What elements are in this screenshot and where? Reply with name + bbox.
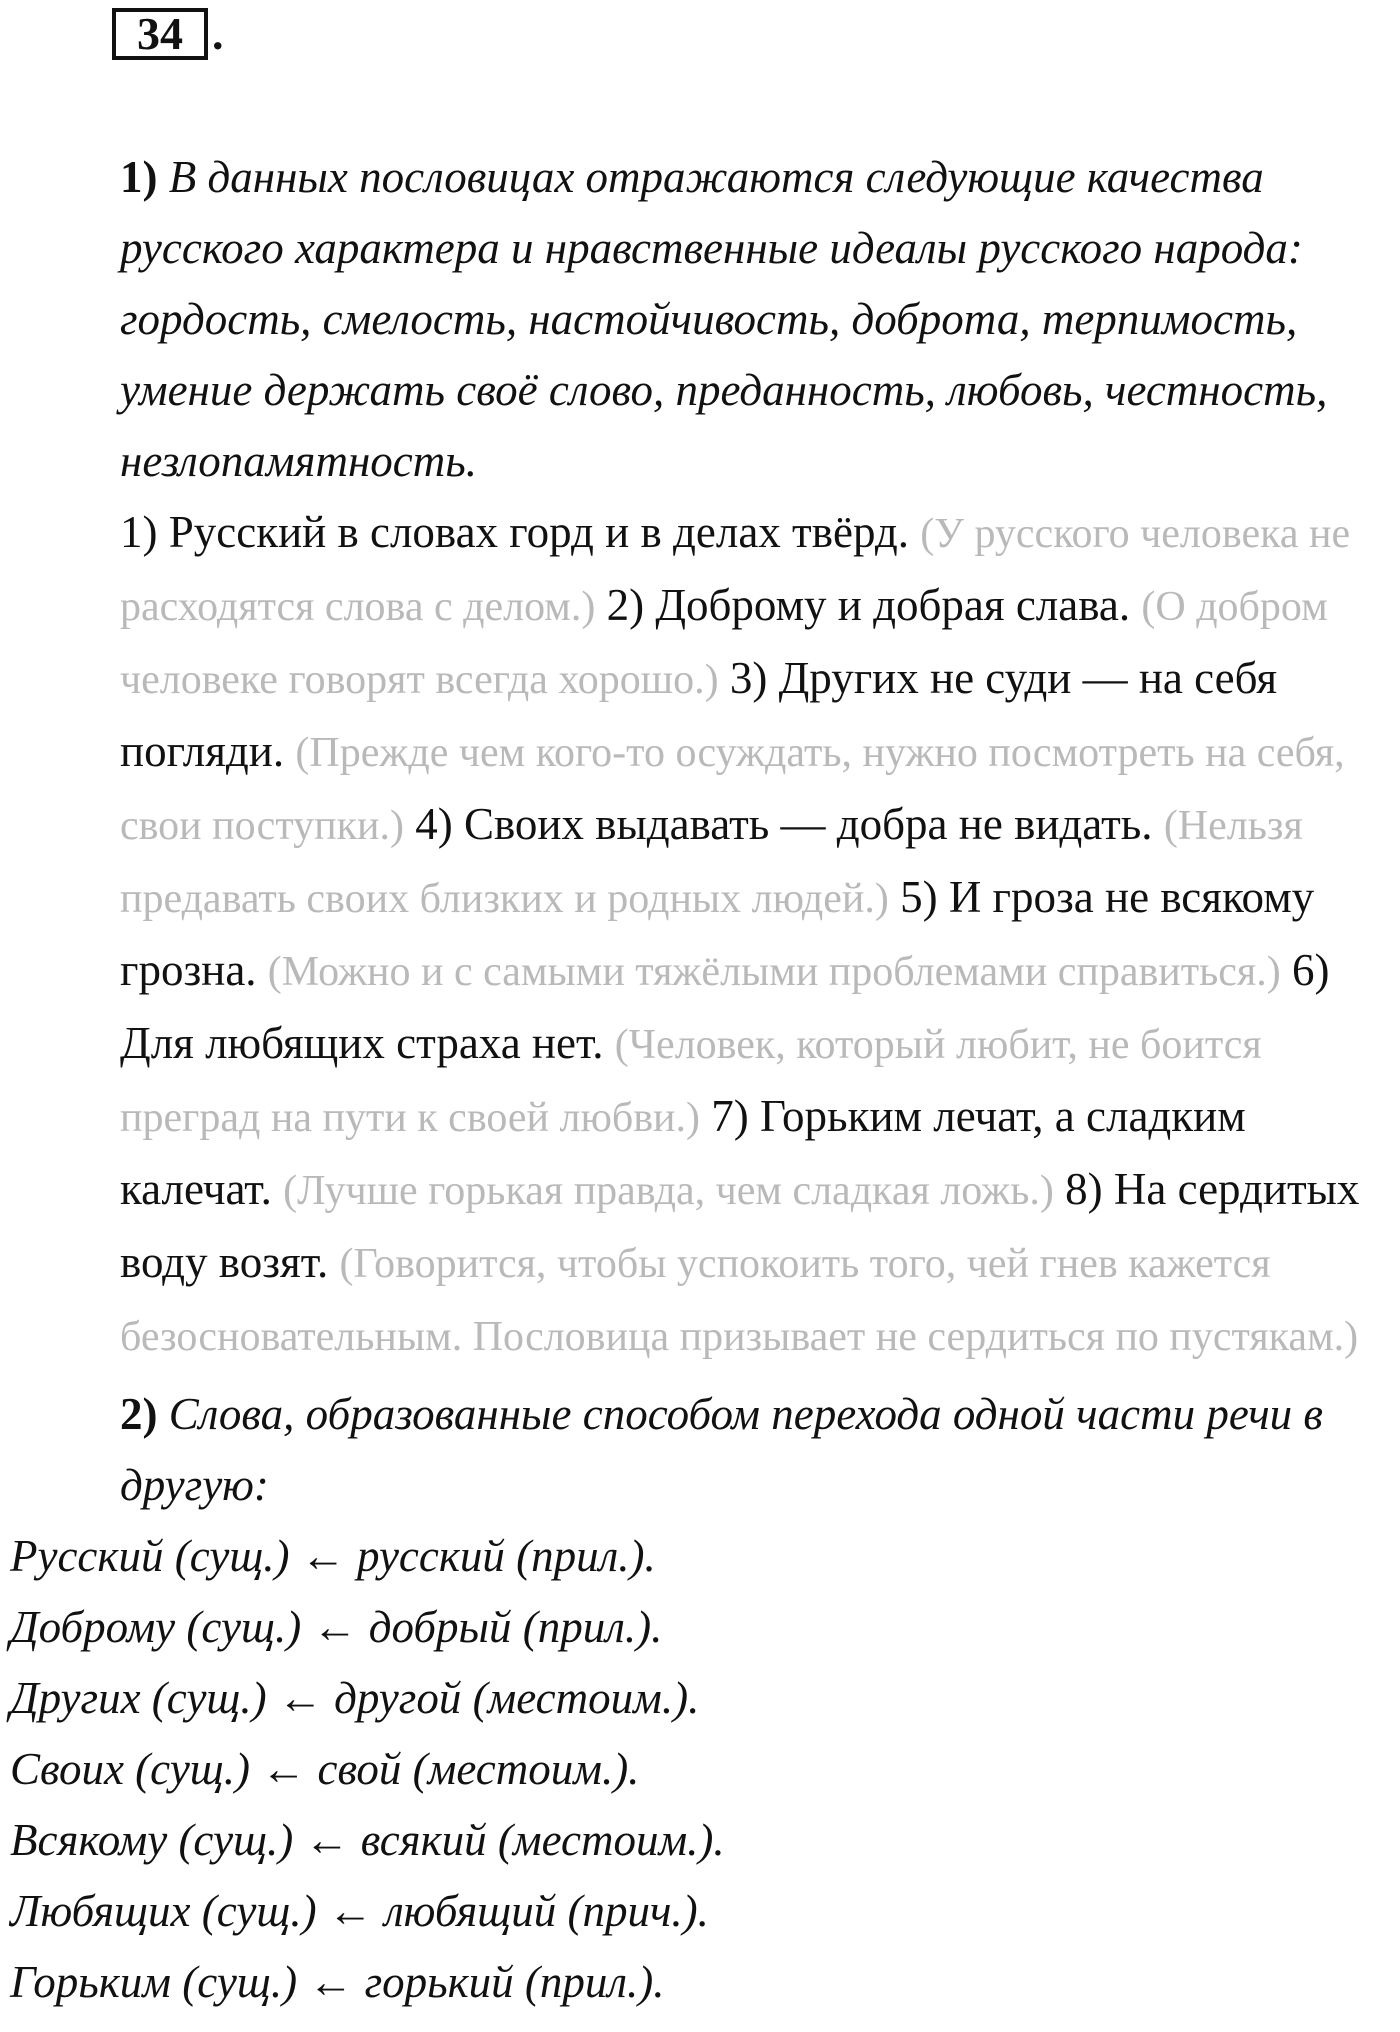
task-number-dot: . [212, 8, 224, 59]
part2-label: 2) [120, 1389, 158, 1439]
proverb: 5) И гроза не всякому грозна. [120, 872, 1315, 995]
proverb: 2) Доброму и добрая слава. [606, 580, 1131, 630]
word-derivation: Горьким (сущ.) ← горький (прил.). [10, 1957, 665, 2007]
proverb: 7) Горьким лечат, а сладким калечат. [120, 1091, 1246, 1214]
word-derivation: Любящих (сущ.) ← любящий (прич.). [10, 1886, 709, 1936]
part2-intro-text: Слова, образованные способом перехода одной части речи в другую: [120, 1389, 1323, 1510]
word-list [10, 1521, 1398, 2018]
word-derivation: Своих (сущ.) ← свой (местоим.). [10, 1744, 640, 1794]
proverb: 6) Для любящих страха нет. [120, 945, 1330, 1068]
proverb-note: (Человек, который любит, не боится преград на пути к своей любви.) [120, 1022, 1262, 1141]
proverb-note: (У русского человека не расходятся слова с делом.) [120, 511, 1351, 630]
proverb: 8) На сердитых воду возят. [120, 1164, 1360, 1287]
task-number: 34 [137, 8, 183, 59]
proverb: 3) Других не суди — на себя погляди. [120, 653, 1278, 776]
proverb-note: (Нельзя предавать своих близких и родных людей.) [120, 803, 1303, 922]
part1-label: 1) [120, 152, 158, 202]
proverb-note: (Говорится, чтобы успокоить того, чей гнев кажется безосновательным. Пословица призывает не сердиться по пустякам.) [120, 1241, 1359, 1360]
word-derivation: Русский (сущ.) ← русский (прил.). [10, 1531, 656, 1581]
word-derivation: Других (сущ.) ← другой (местоим.). [10, 1673, 700, 1723]
proverbs-paragraph [10, 497, 1398, 1373]
part1-intro-text: В данных пословицах отражаются следующие качества русского характера и нравственные идеалы русского народа: гордость, смелость, настойчивость, доброта, терпимость, умение держать своё слово, преданность, любовь, честность, незлопамятность. [120, 152, 1328, 486]
proverb: 1) Русский в словах горд и в делах твёрд. [120, 507, 909, 557]
word-derivation: Доброму (сущ.) ← добрый (прил.). [10, 1602, 663, 1652]
part2-intro [10, 1379, 1398, 1521]
proverb-note: (О добром человеке говорят всегда хорошо.) [120, 584, 1328, 703]
word-derivation: Всякому (сущ.) ← всякий (местоим.). [10, 1815, 725, 1865]
proverb-note: (Прежде чем кого-то осуждать, нужно посмотреть на себя, свои поступки.) [120, 730, 1345, 849]
answer-content [10, 142, 1398, 2018]
proverb: 4) Своих выдавать — добра не видать. [415, 799, 1153, 849]
part1-intro [10, 142, 1398, 497]
proverb-note: (Лучше горькая правда, чем сладкая ложь.) [283, 1168, 1054, 1214]
task-number-box [112, 8, 208, 60]
proverb-note: (Можно и с самыми тяжёлыми проблемами справиться.) [267, 949, 1281, 995]
